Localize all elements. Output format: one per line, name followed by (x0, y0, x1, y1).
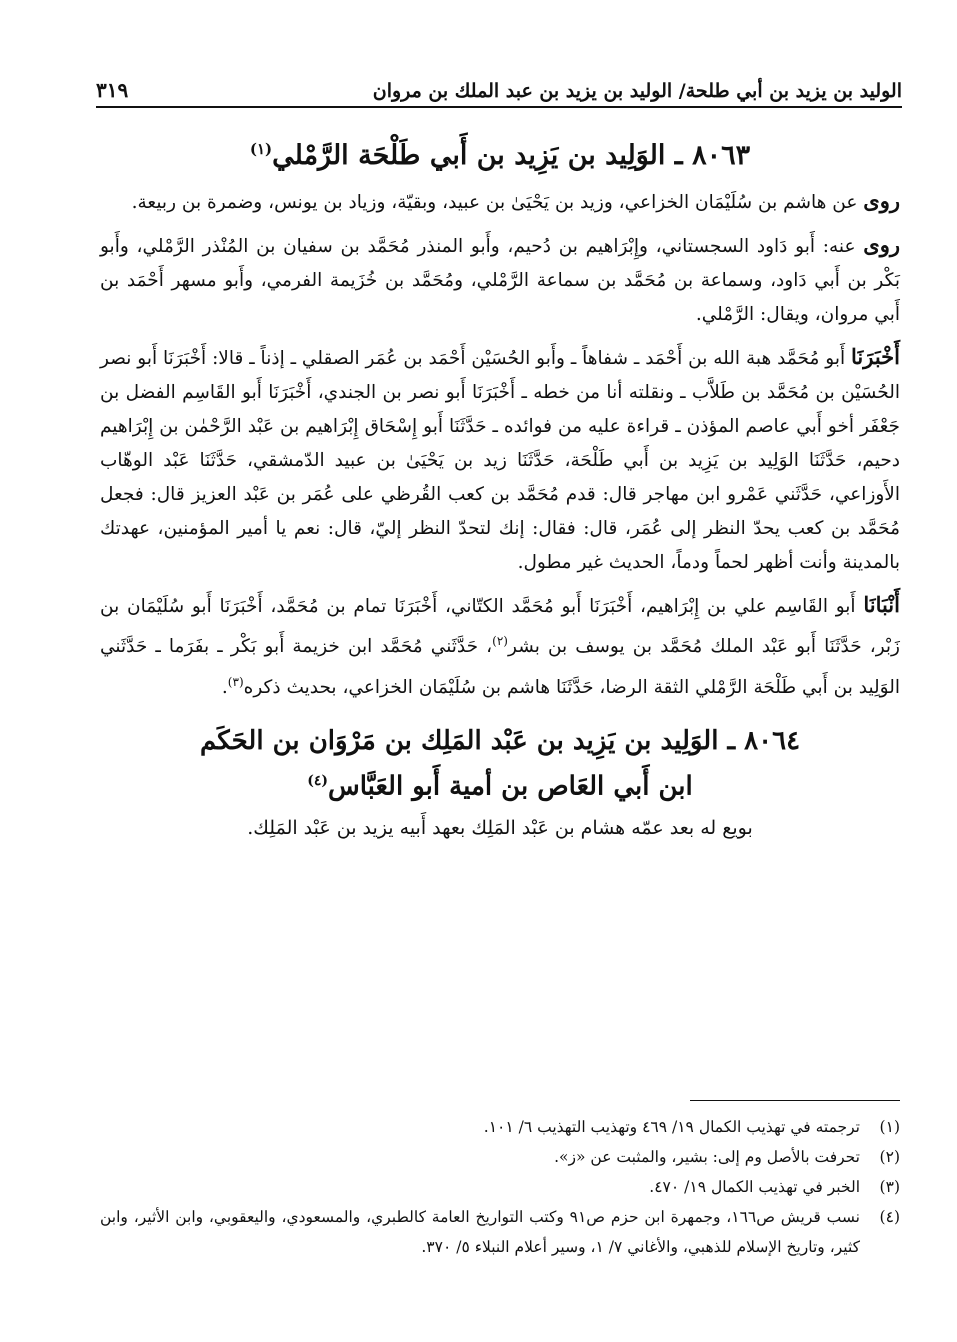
paragraph-lead: روى (863, 188, 900, 214)
footnote-divider (690, 1100, 900, 1101)
footnote-ref: (٢) (492, 634, 508, 649)
paragraph-text: أَبو القَاسِم علي بن إِبْرَاهيم، أَخْبَرَنَا أَبو مُحَمَّد الكتّاني، أَخْبَرَنَا تمام بن مُحَمَّد، أَخْبَرَنَا أَبو سُلَيْمَان بن زَبْر، حَدَّثَنَا أَبو عَبْد الملك مُحَمَّد بن يوسف بن بشر (100, 596, 900, 658)
footnote-number: (١) (879, 1118, 900, 1136)
footnote (100, 1172, 900, 1202)
footnote-text: الخبر في تهذيب الكمال ١٩/ ٤٧٠. (649, 1178, 860, 1196)
entry-8064-text: بويع له بعد عمّه هشام بن عَبْد المَلِك بعهد أَبيه يزيد بن عَبْد المَلِك. (247, 817, 753, 840)
page-header (96, 68, 902, 108)
entry-title-8064 (100, 721, 900, 807)
entry-title-line1: ٨٠٦٤ ـ الوَلِيد بن يَزِيد بن عَبْد المَلِك بن مَرْوَان بن الحَكَم (199, 725, 801, 756)
footnote (100, 1202, 900, 1262)
paragraph-text: عنه: أَبو دَاود السجستاني، وإِبْرَاهيم بن دُحيم، وأَبو المنذر مُحَمَّد بن سفيان بن المُنْذر الرَّمْلي، وأَبو بَكْر بن أَبي دَاود، وسماعة بن مُحَمَّد بن سماعة الرَّمْلي، ومُحَمَّد بن خُزَيمة الفرمي، وأَبو مسهر أَحْمَد بن أَبي مروان، ويقال: الرَّمْلي. (100, 236, 900, 326)
paragraph-text: . (221, 676, 228, 698)
main-text (100, 132, 900, 846)
paragraph-hadith-2 (100, 588, 900, 704)
footnote (100, 1112, 900, 1142)
entry-title-line2: ابن أَبي العَاص بن أمية أَبو العَبَّاس (327, 771, 693, 802)
page-number: ٣١٩ (96, 78, 129, 102)
paragraph-narrators (100, 228, 900, 332)
paragraph-text: أَبو مُحَمَّد هبة الله بن أَحْمَد ـ شفاهاً ـ وأَبو الحُسَيْن أَحْمَد بن عُمَر الصقلي ـ إذناً ـ قالا: أَخْبَرَنَا أَبو نصر الحُسَيْن بن مُحَمَّد بن طَلاَّب ـ ونقلته أنا من خطه ـ أَخْبَرَنَا أَبو نصر بن الجندي، أَخْبَرَنَا أَبو القَاسِم الفضل بن جَعْفَر أخو أَبي عاصم المؤذن ـ قراءة عليه من فوائده ـ حَدَّثَنَا أَبو إِسْحَاق إِبْرَاهيم بن عَبْد الرَّحْمٰن بن إِبْرَاهيم دحيم، حَدَّثَنَا الوَلِيد بن يَزِيد بن أَبي طَلْحَة، حَدَّثَنَا زيد بن يَحْيَىٰ بن عبيد الدّمشقي، حَدَّثَنَا عَبْد الوهّاب الأَوزاعي، حَدَّثَني عَمْرو ابن مهاجر قال: قدم مُحَمَّد بن كعب القُرظي على عُمَر بن عَبْد العزيز قال: فجعل مُحَمَّد بن كعب يحدّ النظر إلى عُمَر، قال: فقال: إنك لتحدّ النظر إليّ، قال: نعم يا أمير المؤمنين، عهدتك بالمدينة وأنت أظهر لحماً ودماً، الحديث غير مطول. (100, 348, 900, 574)
footnote-number: (٤) (879, 1208, 900, 1226)
entry-title-8063 (100, 138, 900, 174)
footnote-text: نسب قريش ص١٦٦، وجمهرة ابن حزم ص٩١ وكتب التواريخ العامة كالطبري، والمسعودي، واليعقوبي، وابن الأثير، وابن كثير، وتاريخ الإسلام للذهبي، والأغاني ٧/ ١، وسير أعلام النبلاء ٥/ ٣٧٠. (100, 1208, 860, 1256)
footnote-ref: (٣) (227, 674, 244, 689)
paragraph-text: ، حَدَّثَني مُحَمَّد ابن خزيمة أَبو بَكْر ـ بفَرَما ـ حَدَّثَني الوَلِيد بن أَبي طَلْحَة الرَّمْلي الثقة الرضا، حَدَّثَنَا هاشم بن سُلَيْمَان الخزاعي، بحديث ذكره (100, 636, 900, 698)
footnote-text: ترجمته في تهذيب الكمال ١٩/ ٤٦٩ وتهذيب التهذيب ٦/ ١٠١. (483, 1118, 860, 1136)
paragraph-narrated-from (100, 184, 900, 220)
paragraph-lead: أَنْبَانَا (863, 592, 900, 618)
paragraph-hadith-1 (100, 340, 900, 580)
running-title: الوليد بن يزيد بن أبي طلحة/ الوليد بن يزيد بن عبد الملك بن مروان (372, 80, 902, 102)
footnote-ref: (٤) (307, 772, 328, 789)
footnote-number: (٢) (879, 1148, 900, 1166)
footnote-number: (٣) (879, 1178, 900, 1196)
footnote (100, 1142, 900, 1172)
footnote-ref: (١) (249, 140, 273, 158)
paragraph-lead: أَخْبَرَنَا (851, 344, 900, 370)
footnote-text: تحرفت بالأصل وم إلى: بشير، والمثبت عن «ز». (554, 1148, 860, 1166)
footnotes (100, 1112, 900, 1262)
paragraph-text: عن هاشم بن سُلَيْمَان الخزاعي، وزيد بن يَحْيَىٰ بن عبيد، وبقيّة، وزياد بن يونس، وضمرة بن ربيعة. (131, 192, 864, 214)
entry-title-text: ٨٠٦٣ ـ الوَلِيد بن يَزِيد بن أَبي طَلْحَة الرَّمْلي (272, 140, 751, 171)
paragraph-lead: روى (863, 232, 900, 258)
